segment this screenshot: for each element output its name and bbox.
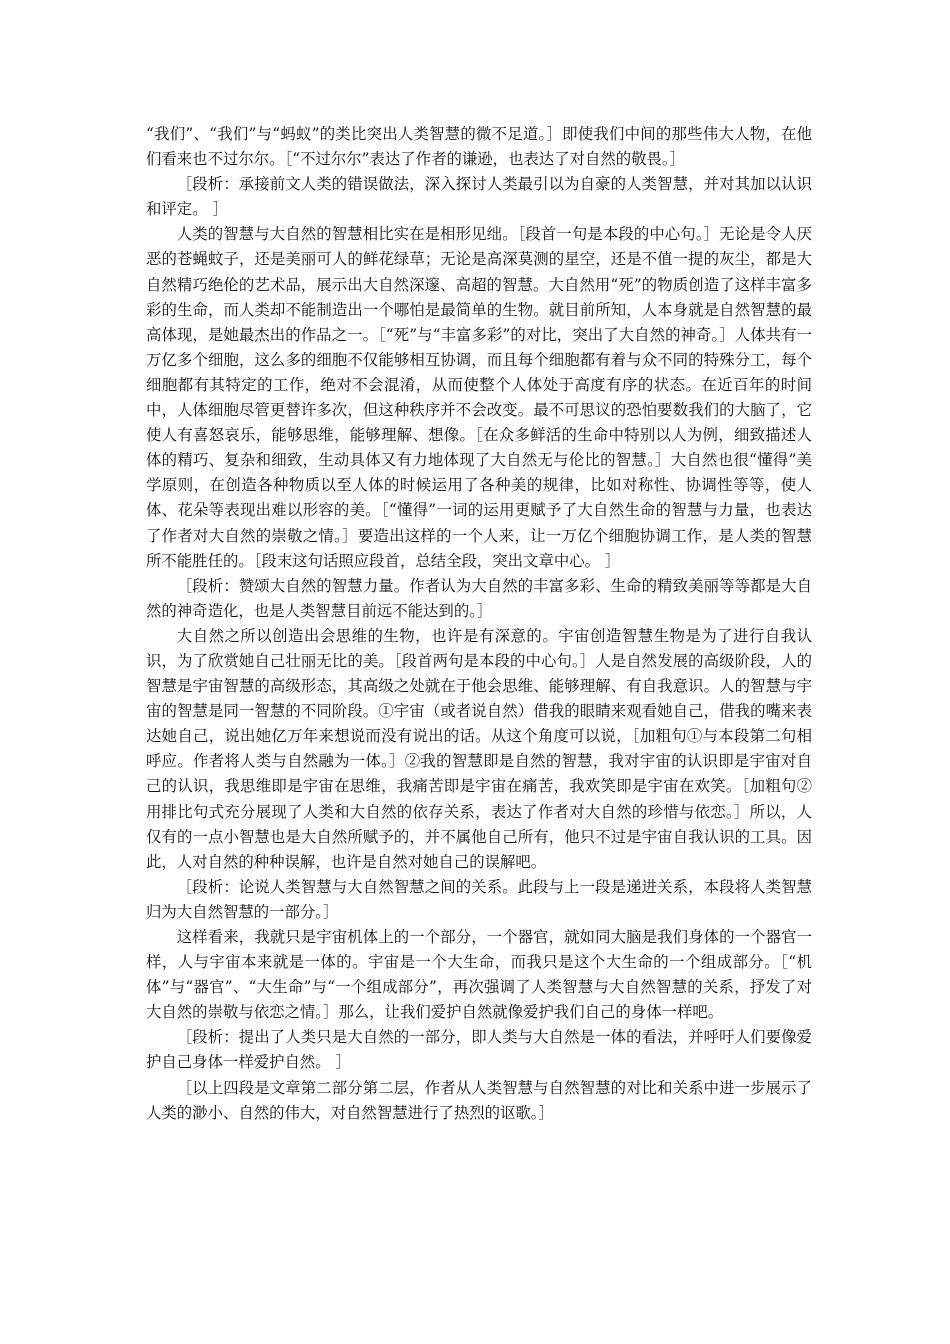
paragraph-analysis: ［段析：承接前文人类的错误做法，深入探讨人类最引以为自豪的人类智慧，并对其加以认识和评定。 ］ — [146, 175, 812, 219]
paragraph-body: 大自然之所以创造出会思维的生物，也许是有深意的。宇宙创造智慧生物是为了进行自我认识，为了欣赏她自己壮丽无比的美。［段首两句是本段的中心句。］人是自然发展的高级阶段，人的智慧是宇宙智慧的高级形态，其高级之处就在于他会思维、能够理解、有自我意识。人的智慧与宇宙的智慧是同一智慧的不同阶段。①宇宙（或者说自然）借我的眼睛来观看她自己，借我的嘴来表达她自己，说出她亿万年来想说而没有说出的话。从这个角度可以说，［加粗句①与本段第二句相呼应。作者将人类与自然融为一体。］②我的智慧即是自然的智慧，我对宇宙的认识即是宇宙对自己的认识，我思维即是宇宙在思维，我痛苦即是宇宙在痛苦，我欢笑即是宇宙在欢笑。［加粗句②用排比句式充分展现了人类和大自然的依存关系，表达了作者对大自然的珍惜与依恋。］所以，人仅有的一点小智慧也是大自然所赋予的，并不属他自己所有，他只不过是宇宙自我认识的工具。因此，人对自然的种种误解，也许是自然对她自己的误解吧。 — [146, 626, 812, 871]
paragraph-analysis: ［段析：提出了人类只是大自然的一部分，即人类与大自然是一体的看法，并呼吁人们要像爱护自己身体一样爱护自然。 ］ — [146, 1028, 812, 1072]
paragraph-body: 这样看来，我就只是宇宙机体上的一个部分，一个器官，就如同大脑是我们身体的一个器官一样，人与宇宙本来就是一体的。宇宙是一个大生命，而我只是这个大生命的一个组成部分。［“机体”与“器官”、“大生命”与“一个组成部分”，再次强调了人类智慧与大自然智慧的关系，抒发了对大自然的崇敬与依恋之情。］那么，让我们爱护自然就像爱护我们自己的身体一样吧。 — [146, 928, 812, 1022]
paragraph-analysis: ［段析：赞颂大自然的智慧力量。作者认为大自然的丰富多彩、生命的精致美丽等等都是大自然的神奇造化，也是人类智慧目前远不能达到的。］ — [146, 576, 812, 620]
document-page — [146, 122, 812, 1126]
paragraph-analysis: ［段析：论说人类智慧与大自然智慧之间的关系。此段与上一段是递进关系，本段将人类智慧归为大自然智慧的一部分。］ — [146, 877, 812, 921]
paragraph-body: 人类的智慧与大自然的智慧相比实在是相形见绌。［段首一句是本段的中心句。］无论是令人厌恶的苍蝇蚊子，还是美丽可人的鲜花绿草；无论是高深莫测的星空，还是不值一提的灰尘，都是大自然精巧绝伦的艺术品，展示出大自然深邃、高超的智慧。大自然用“死”的物质创造了这样丰富多彩的生命，而人类却不能制造出一个哪怕是最简单的生物。就目前所知，人本身就是自然智慧的最高体现，是她最杰出的作品之一。［“死”与“丰富多彩”的对比，突出了大自然的神奇。］人体共有一万亿多个细胞，这么多的细胞不仅能够相互协调，而且每个细胞都有着与众不同的特殊分工，每个细胞都有其特定的工作，绝对不会混淆，从而使整个人体处于高度有序的状态。在近百年的时间中，人体细胞尽管更替许多次，但这种秩序并不会改变。最不可思议的恐怕要数我们的大脑了，它使人有喜怒哀乐，能够思维，能够理解、想像。［在众多鲜活的生命中特别以人为例，细致描述人体的精巧、复杂和细致，生动具体又有力地体现了大自然无与伦比的智慧。］大自然也很“懂得”美学原则，在创造各种物质以至人体的时候运用了各种美的规律，比如对称性、协调性等等，使人体、花朵等表现出难以形容的美。［“懂得”一词的运用更赋予了大自然生命的智慧与力量，也表达了作者对大自然的崇敬之情。］要造出这样的一个人来，让一万亿个细胞协调工作，是人类的智慧所不能胜任的。［段末这句话照应段首，总结全段，突出文章中心。 ］ — [146, 225, 812, 570]
paragraph-summary: ［以上四段是文章第二部分第二层，作者从人类智慧与自然智慧的对比和关系中进一步展示了人类的渺小、自然的伟大，对自然智慧进行了热烈的讴歌。］ — [146, 1078, 812, 1122]
paragraph-continued: “我们”、“我们”与“蚂蚁”的类比突出人类智慧的微不足道。］即使我们中间的那些伟大人物，在他们看来也不过尔尔。［“不过尔尔”表达了作者的谦逊，也表达了对自然的敬畏。］ — [146, 125, 812, 169]
